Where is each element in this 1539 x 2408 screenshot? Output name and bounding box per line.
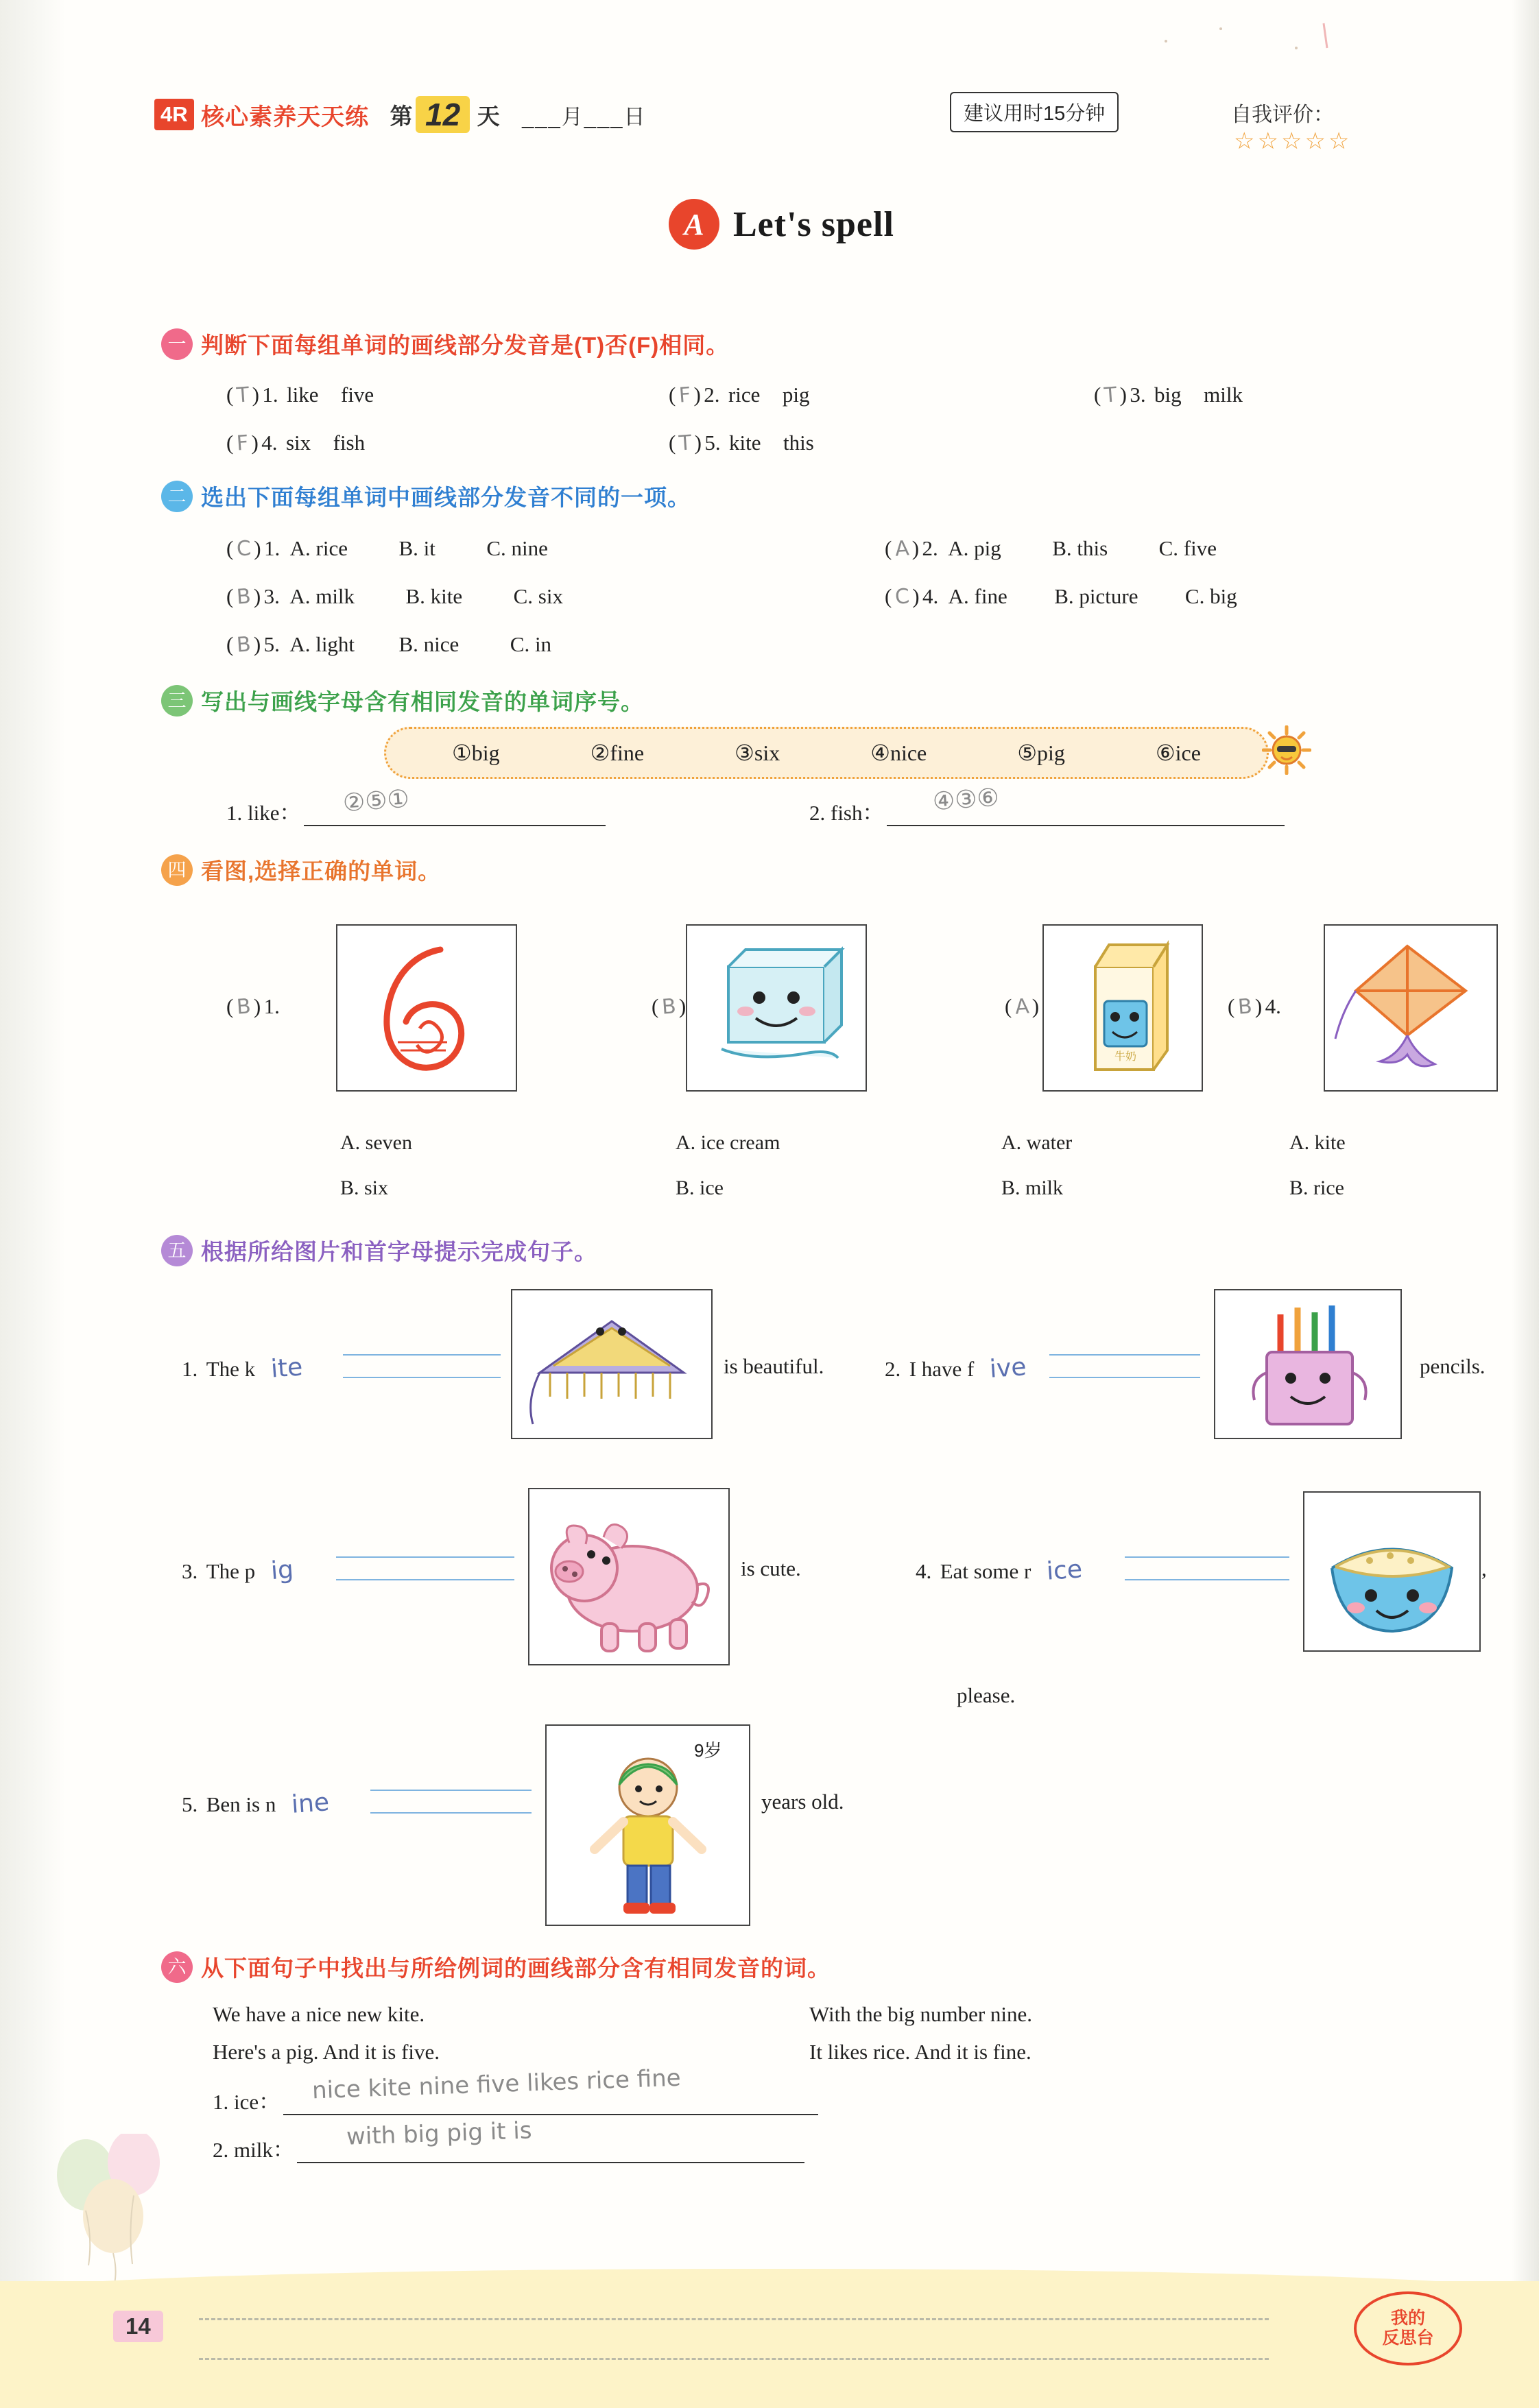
question-5-number: 五 <box>161 1235 193 1266</box>
pig-drawing <box>529 1489 728 1664</box>
q1-item-1-paren-right: ) <box>252 383 259 407</box>
q6-sentence-3 <box>213 2040 440 2064</box>
q6-sentence-4-text: It likes rice. And it is fine. <box>809 2040 1031 2064</box>
q4-item-3-opt-b: B. milk <box>1001 1177 1064 1199</box>
kite-drawing <box>512 1290 711 1438</box>
q2-item-1-paren-close: ) <box>254 536 261 560</box>
q4-item-3-answer[interactable]: A <box>1014 994 1030 1020</box>
pencil-cup-drawing <box>1215 1290 1400 1438</box>
q4-item-1-opt-b: B. six <box>340 1177 389 1199</box>
q6-sentence-2-text: With the big number nine. <box>809 2002 1033 2026</box>
q4-item-2-opt-b: B. ice <box>676 1177 724 1199</box>
q2-item-4-answer[interactable]: C <box>894 584 910 610</box>
q5-item-3-no: 3. <box>182 1559 198 1583</box>
q1-item-3-answer[interactable]: T <box>1103 383 1118 408</box>
question-3-title: 写出与画线字母含有相同发音的单词序号。 <box>201 689 644 714</box>
q4-item-1-paren: ( <box>226 994 234 1018</box>
section-letter-badge: A <box>669 199 719 250</box>
q4-item-4-paren: ( <box>1228 994 1235 1018</box>
word-bank-item-2: ②fine <box>590 741 645 765</box>
q6-sentence-1 <box>213 2002 425 2027</box>
grade-badge: 4R <box>154 99 194 130</box>
rice-bowl-drawing <box>1304 1493 1479 1650</box>
q2-item-5-paren-close: ) <box>253 632 261 656</box>
q4-item-1-answer[interactable]: B <box>235 994 252 1020</box>
q5-item-5-post <box>761 1790 844 1814</box>
q1-item-5-paren-left: ( <box>669 431 676 455</box>
ice-cube-drawing <box>687 926 866 1090</box>
q5-item-1-no: 1. <box>182 1357 198 1381</box>
q4-item-4-answerbox <box>1228 994 1281 1019</box>
word-bank <box>384 727 1269 779</box>
q5-item-4-answer[interactable]: ice <box>1045 1555 1084 1586</box>
q2-item-4-paren-close: ) <box>912 584 920 608</box>
q2-item-1-opt-c: C. nine <box>486 536 548 560</box>
q1-item-2-paren-right: ) <box>693 383 701 407</box>
q5-item-3-answer[interactable]: ig <box>270 1555 294 1586</box>
q5-item-3-pre: The p <box>206 1559 256 1583</box>
q6-answer-2-label: 2. milk： <box>213 2138 294 2162</box>
footer-dash-line-2 <box>199 2358 1269 2360</box>
q2-item-4 <box>885 584 1237 609</box>
q5-item-4-post2-text: please. <box>957 1683 1016 1707</box>
q5-item-4-pre: Eat some r <box>940 1559 1031 1583</box>
q2-item-4-opt-a: A. fine <box>948 584 1007 608</box>
q5-item-2 <box>885 1354 1026 1382</box>
q5-item-4 <box>916 1556 1082 1585</box>
q5-item-5-pre: Ben is n <box>206 1792 276 1816</box>
balloons-decoration <box>48 2134 199 2285</box>
day-number: 12 <box>416 96 470 133</box>
q1-item-2-paren-left: ( <box>669 383 676 407</box>
q4-item-2-answer[interactable]: B <box>660 994 677 1020</box>
q5-picture-5 <box>545 1724 750 1926</box>
q5-item-1-post <box>724 1354 824 1379</box>
q2-item-1-paren: ( <box>226 536 234 560</box>
question-4-number: 四 <box>161 854 193 886</box>
q2-item-2-paren-close: ) <box>911 536 920 560</box>
date-blank: ___月___日 <box>522 104 647 129</box>
q6-answer-2-handwriting[interactable]: with big pig it is <box>346 2117 533 2151</box>
q2-item-3-opt-c: C. six <box>513 584 563 608</box>
q5-item-1-post-text: is beautiful. <box>724 1354 824 1378</box>
question-1-number: 一 <box>161 328 193 360</box>
q2-item-1-opt-a: A. rice <box>289 536 348 560</box>
footer-wave <box>0 2269 1539 2293</box>
q1-item-4-paren-right: ) <box>251 431 259 455</box>
q6-answer-1-label: 1. ice： <box>213 2090 281 2114</box>
q1-item-4-no: 4. <box>261 431 278 455</box>
q4-item-4-opt-b: B. rice <box>1289 1177 1344 1199</box>
q5-item-4-post <box>1481 1556 1487 1581</box>
q5-item-1-answer[interactable]: ite <box>270 1353 304 1384</box>
q4-item-3-paren: ( <box>1005 994 1012 1018</box>
q6-answer-1-handwriting[interactable]: nice kite nine five likes rice fine <box>311 2064 682 2105</box>
q1-item-5-word1: kite <box>729 431 761 455</box>
q5-item-5-post-text: years old. <box>761 1790 844 1814</box>
q1-item-4-word2: fish <box>333 431 366 455</box>
q4-item-1-answerbox <box>226 994 280 1019</box>
page-header <box>154 96 1403 154</box>
question-2-heading <box>161 480 691 512</box>
sun-icon <box>1262 725 1311 775</box>
q3-blank-1 <box>226 784 606 826</box>
q4-picture-3 <box>1042 924 1203 1092</box>
q1-item-1-paren-left: ( <box>226 383 234 407</box>
q5-item-5-no: 5. <box>182 1792 198 1816</box>
section-title <box>669 199 894 250</box>
q2-item-3-opt-b: B. kite <box>405 584 463 608</box>
q2-item-1-opt-b: B. it <box>398 536 436 560</box>
q2-item-5 <box>226 632 551 657</box>
self-eval-label <box>1231 97 1403 155</box>
q2-item-2-no: 2. <box>922 536 938 560</box>
q4-item-3-opt-a: A. water <box>1001 1131 1073 1154</box>
q1-item-1-word2: five <box>341 383 374 407</box>
q5-item-3-post-text: is cute. <box>741 1556 801 1580</box>
reflection-stamp-line1: 我的 <box>1390 2309 1425 2328</box>
q2-item-1-answer[interactable]: C <box>235 536 252 562</box>
reflection-stamp-line2: 反思台 <box>1382 2328 1434 2348</box>
q5-picture-4 <box>1303 1491 1481 1652</box>
q5-picture-2 <box>1214 1289 1402 1439</box>
q1-item-1 <box>226 383 374 407</box>
q1-item-5-answer[interactable]: T <box>678 431 693 456</box>
q2-item-4-paren: ( <box>885 584 892 608</box>
suggested-time-box: 建议用时15分钟 <box>950 92 1119 132</box>
q2-item-4-opt-c: C. big <box>1184 584 1237 608</box>
q2-item-2-opt-b: B. this <box>1052 536 1108 560</box>
q5-item-2-no: 2. <box>885 1357 901 1381</box>
reflection-stamp <box>1354 2291 1457 2367</box>
svg-text:牛奶: 牛奶 <box>1114 1051 1137 1063</box>
q4-item-2-paren: ( <box>652 994 659 1018</box>
q5-item-4-no: 4. <box>916 1559 932 1583</box>
word-bank-item-6: ⑥ice <box>1155 741 1201 765</box>
q2-item-5-opt-c: C. in <box>510 632 552 656</box>
q4-item-4-paren-close: ) <box>1254 994 1263 1018</box>
q2-item-4-no: 4. <box>922 584 939 608</box>
q3-blank-1-answer[interactable]: ②⑤① <box>342 784 411 818</box>
q2-item-5-opt-b: B. nice <box>398 632 460 656</box>
q3-blank-2 <box>809 783 1285 826</box>
q2-item-2-answer[interactable]: A <box>894 536 910 562</box>
q5-item-3-post <box>741 1556 801 1581</box>
q3-blank-1-label: 1. like： <box>226 801 301 825</box>
question-2-title: 选出下面每组单词中画线部分发音不同的一项。 <box>201 485 691 510</box>
q4-picture-1 <box>336 924 517 1092</box>
q5-picture-3 <box>528 1488 730 1665</box>
q5-item-2-post-text: pencils. <box>1420 1354 1486 1378</box>
q1-item-5 <box>669 431 814 455</box>
question-4-heading <box>161 854 441 886</box>
q5-item-1 <box>182 1354 302 1382</box>
q2-item-2-opt-a: A. pig <box>948 536 1001 560</box>
page-footer <box>0 2281 1539 2408</box>
q1-item-4-word1: six <box>285 431 311 455</box>
question-5-heading <box>161 1234 597 1266</box>
q1-item-3-word1: big <box>1154 383 1182 407</box>
day-prefix: 第 <box>390 103 413 129</box>
q6-sentence-3-text: Here's a pig. And it is five. <box>213 2040 440 2064</box>
section-title-text: Let's spell <box>733 204 894 244</box>
q5-item-2-pre: I have f <box>909 1357 975 1381</box>
question-6-title: 从下面句子中找出与所给例词的画线部分含有相同发音的词。 <box>201 1955 831 1981</box>
q1-item-2-word1: rice <box>728 383 761 407</box>
rating-stars[interactable]: ☆☆☆☆☆ <box>1234 128 1352 154</box>
q5-item-4-post2 <box>957 1683 1015 1708</box>
question-5-title: 根据所给图片和首字母提示完成句子。 <box>201 1239 597 1264</box>
q2-item-3-paren: ( <box>226 584 234 608</box>
q2-item-3-opt-a: A. milk <box>289 584 355 608</box>
question-6-heading <box>161 1951 831 1983</box>
question-2-number: 二 <box>161 481 193 512</box>
q1-item-1-word1: like <box>287 383 319 407</box>
q4-item-1-opt-a: A. seven <box>340 1131 412 1154</box>
day-suffix: 天 <box>477 103 500 129</box>
q2-item-2-opt-c: C. five <box>1158 536 1217 560</box>
page-right-edge-shadow <box>1512 0 1539 2408</box>
q1-item-3-paren-left: ( <box>1094 383 1101 407</box>
q2-item-1 <box>226 536 548 561</box>
page-left-edge-shadow <box>0 0 66 2408</box>
q2-item-4-opt-b: B. picture <box>1054 584 1138 608</box>
q5-item-1-pre: The k <box>206 1357 256 1381</box>
word-bank-item-3: ③six <box>735 741 780 765</box>
q1-item-5-no: 5. <box>704 431 721 455</box>
series-title: 核心素养天天练 <box>201 104 370 130</box>
q1-item-4-answer[interactable]: F <box>235 431 250 456</box>
q4-item-2-paren-close: ) <box>678 994 687 1018</box>
q1-item-3 <box>1094 383 1243 407</box>
question-3-heading <box>161 684 644 717</box>
q1-item-4-paren-left: ( <box>226 431 234 455</box>
q5-item-5 <box>182 1790 329 1818</box>
q6-sentence-1-text: We have a nice new kite. <box>213 2002 425 2026</box>
decorative-dots <box>1138 21 1344 62</box>
q1-item-3-word2: milk <box>1204 383 1243 407</box>
q2-item-2 <box>885 536 1217 561</box>
q2-item-3 <box>226 584 563 609</box>
q4-picture-4 <box>1324 924 1498 1092</box>
q1-item-2 <box>669 383 810 407</box>
q6-sentence-4 <box>809 2040 1031 2064</box>
boy-nine-years-drawing <box>547 1726 749 1925</box>
q5-picture-5-caption: 9岁 <box>694 1740 722 1761</box>
q5-item-3 <box>182 1556 293 1585</box>
q2-item-5-answer[interactable]: B <box>235 632 252 658</box>
q2-item-5-no: 5. <box>263 632 280 656</box>
q4-item-1-no: 1. <box>263 994 280 1018</box>
self-eval-text: 自我评价： <box>1231 104 1334 126</box>
q1-item-5-paren-right: ) <box>694 431 702 455</box>
page-number: 14 <box>113 2311 163 2342</box>
q5-item-4-post-text: , <box>1481 1556 1487 1580</box>
q4-item-3-paren-close: ) <box>1031 994 1040 1018</box>
word-bank-item-5: ⑤pig <box>1017 741 1065 765</box>
milk-carton-drawing <box>1044 926 1202 1090</box>
q1-item-3-no: 3. <box>1130 383 1146 407</box>
footer-dash-line-1 <box>199 2318 1269 2320</box>
q2-item-1-no: 1. <box>263 536 281 560</box>
question-4-title: 看图,选择正确的单词。 <box>201 858 442 884</box>
question-6-number: 六 <box>161 1951 193 1983</box>
q2-item-3-paren-close: ) <box>253 584 261 608</box>
kite-drawing <box>1325 926 1496 1090</box>
q2-item-5-paren: ( <box>226 632 234 656</box>
q2-item-3-no: 3. <box>263 584 280 608</box>
q5-item-2-post <box>1420 1354 1486 1379</box>
q2-item-3-answer[interactable]: B <box>235 584 252 610</box>
q3-blank-2-answer[interactable]: ④③⑥ <box>931 783 1001 817</box>
number-six-drawing <box>337 926 516 1090</box>
q2-item-2-paren: ( <box>885 536 892 560</box>
q4-item-1-paren-close: ) <box>253 994 261 1018</box>
question-3-number: 三 <box>161 685 193 717</box>
q1-item-5-word2: this <box>783 431 814 455</box>
question-1-heading <box>161 328 729 360</box>
q6-sentence-2 <box>809 2002 1032 2027</box>
q5-picture-1 <box>511 1289 713 1439</box>
word-bank-item-1: ①big <box>452 741 500 765</box>
q1-item-1-no: 1. <box>262 383 278 407</box>
question-1-title: 判断下面每组单词的画线部分发音是(T)否(F)相同。 <box>201 333 730 358</box>
q4-picture-2 <box>686 924 867 1092</box>
q2-item-5-opt-a: A. light <box>289 632 355 656</box>
q1-item-2-no: 2. <box>704 383 720 407</box>
q1-item-2-answer[interactable]: F <box>678 383 692 408</box>
q3-blank-2-label: 2. fish： <box>809 801 884 825</box>
q1-item-1-answer[interactable]: T <box>235 383 250 408</box>
q4-item-4-no: 4. <box>1265 994 1281 1018</box>
q4-item-4-opt-a: A. kite <box>1289 1131 1346 1154</box>
q1-item-2-word2: pig <box>782 383 810 407</box>
q5-item-2-answer[interactable]: ive <box>988 1353 1027 1384</box>
q5-item-5-answer[interactable]: ine <box>290 1788 331 1819</box>
q1-item-4 <box>226 431 365 455</box>
q1-item-3-paren-right: ) <box>1119 383 1127 407</box>
word-bank-item-4: ④nice <box>870 741 927 765</box>
q4-item-4-answer[interactable]: B <box>1237 994 1253 1020</box>
q4-item-2-opt-a: A. ice cream <box>676 1131 780 1154</box>
